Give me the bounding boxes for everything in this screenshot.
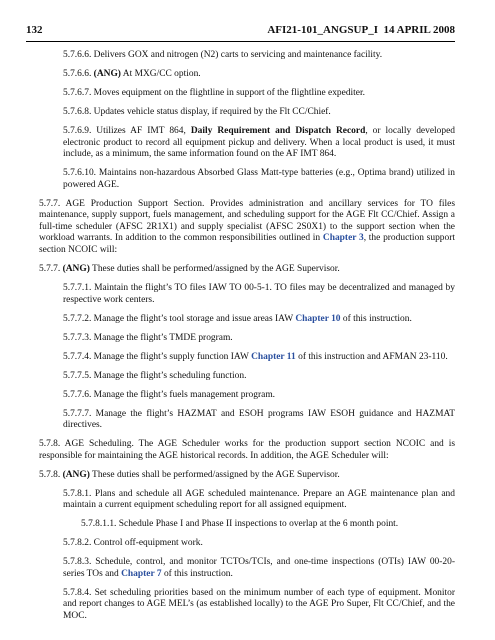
para-text: of this instruction. [340,313,412,324]
para-text: of this instruction. [161,568,233,579]
paragraph-5-7-8-2: 5.7.8.2. Control off-equipment work. [63,538,203,549]
para-text: 5.7.8.3. Schedule, control, and monitor TCTOs/TCIs, and one-time inspections (OTIs) IAW 00-20-series TOs and [63,557,455,579]
paragraph-5-7-7-6: 5.7.7.6. Manage the flight’s fuels management program. [63,389,276,400]
chapter-11-link[interactable]: Chapter 11 [251,351,296,362]
ang-label: (ANG) [62,469,90,480]
paragraph-5-7-8-1: 5.7.8.1. Plans and schedule all AGE scheduled maintenance. Prepare an AGE maintenance plan and maintain a current equipment scheduling report for all assigned equipment. [63,488,455,511]
para-number: 5.7.8. [39,469,63,480]
paragraph-5-7-6-6-ang [63,69,455,81]
chapter-10-link[interactable]: Chapter 10 [295,313,341,324]
paragraph-5-7-6-10: 5.7.6.10. Maintains non-hazardous Absorbed Glass Matt-type batteries (e.g., Optima brand) utilized in powered AGE. [63,168,455,190]
ang-label: (ANG) [93,68,121,79]
paragraph-5-7-7-7: 5.7.7.7. Manage the flight’s HAZMAT and ESOH programs IAW ESOH guidance and HAZMAT directives. [63,408,455,431]
paragraph-5-7-7-ang [39,264,455,276]
paragraph-5-7-8: 5.7.8. AGE Scheduling. The AGE Scheduler works for the production support section NCOIC and is responsible for maintaining the AGE historical records. In addition, the AGE Scheduler will: [39,439,455,461]
para-text: These duties shall be performed/assigned by the AGE Supervisor. [89,469,340,480]
paragraph-5-7-8-4: 5.7.8.4. Set scheduling priorities based on the minimum number of each type of equipment. Monitor and report changes to AGE MEL’s (as established locally) to the AGE Pro Super, Flt CC/Chief, and the MOC. [63,587,455,621]
chapter-7-link[interactable]: Chapter 7 [121,568,162,579]
para-text: 5.7.7.2. Manage the flight’s tool storage and issue areas IAW [63,313,296,324]
header-rule [26,41,455,42]
ang-label: (ANG) [62,264,90,275]
paragraph-5-7-7-1: 5.7.7.1. Maintain the flight’s TO files IAW TO 00-5-1. TO files may be decentralized and managed by respective work centers. [63,283,455,305]
paragraph-5-7-7-4 [63,352,455,364]
paragraph-5-7-8-ang [39,470,455,482]
paragraph-5-7-7-5: 5.7.7.5. Manage the flight’s scheduling function. [63,370,247,381]
paragraph-5-7-6-9 [63,126,455,161]
form-title: Daily Requirement and Dispatch Record [190,125,366,136]
para-text: 5.7.7. AGE Production Support Section. Provides administration and ancillary services for TO files maintenance, supply support, fuels management, and scheduling support for the AGE Flt CC/Chief. Assign a full-time scheduler (AFSC 2R1X1) and supply specialist (AFSC 2S0X1) to the support section when the workload warrants. In addition to the common responsibilities outlined in [39,198,455,244]
paragraph-5-7-6-7: 5.7.6.7. Moves equipment on the flightline in support of the flightline expediter. [63,87,365,98]
para-text: , or locally developed electronic product to record all equipment pickup and delivery. When a local product is used, it must include, as a minimum, the same information found on the AF IMT 864. [63,125,456,160]
paragraph-5-7-7-3: 5.7.7.3. Manage the flight’s TMDE program. [63,332,233,343]
para-number: 5.7.7. [39,264,63,275]
document-id-date [267,24,455,36]
para-text: 5.7.7.4. Manage the flight’s supply function IAW [63,351,252,362]
paragraph-5-7-7 [39,199,455,257]
document-date: 14 APRIL 2008 [383,24,455,36]
para-text: , the production support section NCOIC will: [39,233,455,256]
paragraph-5-7-6-6: 5.7.6.6. Delivers GOX and nitrogen (N2) carts to servicing and maintenance facility. [63,50,383,60]
page-number: 132 [26,24,43,36]
paragraph-5-7-8-3 [63,557,455,580]
document-id: AFI21-101_ANGSUP_I [267,24,378,36]
chapter-3-link[interactable]: Chapter 3 [322,233,364,244]
paragraph-5-7-6-8: 5.7.6.8. Updates vehicle status display, if required by the Flt CC/Chief. [63,106,331,117]
para-text: of this instruction and AFMAN 23-110. [295,351,448,362]
document-body [39,50,455,630]
page-header [26,24,455,38]
para-text: These duties shall be performed/assigned by the AGE Supervisor. [89,264,340,275]
paragraph-5-7-8-1-1: 5.7.8.1.1. Schedule Phase I and Phase II inspections to overlap at the 6 month point. [81,519,399,530]
para-text: At MXG/CC option. [120,68,201,79]
para-number: 5.7.6.6. [63,68,94,79]
paragraph-5-7-7-2 [63,314,455,326]
para-text: 5.7.6.9. Utilizes AF IMT 864, [63,125,191,136]
